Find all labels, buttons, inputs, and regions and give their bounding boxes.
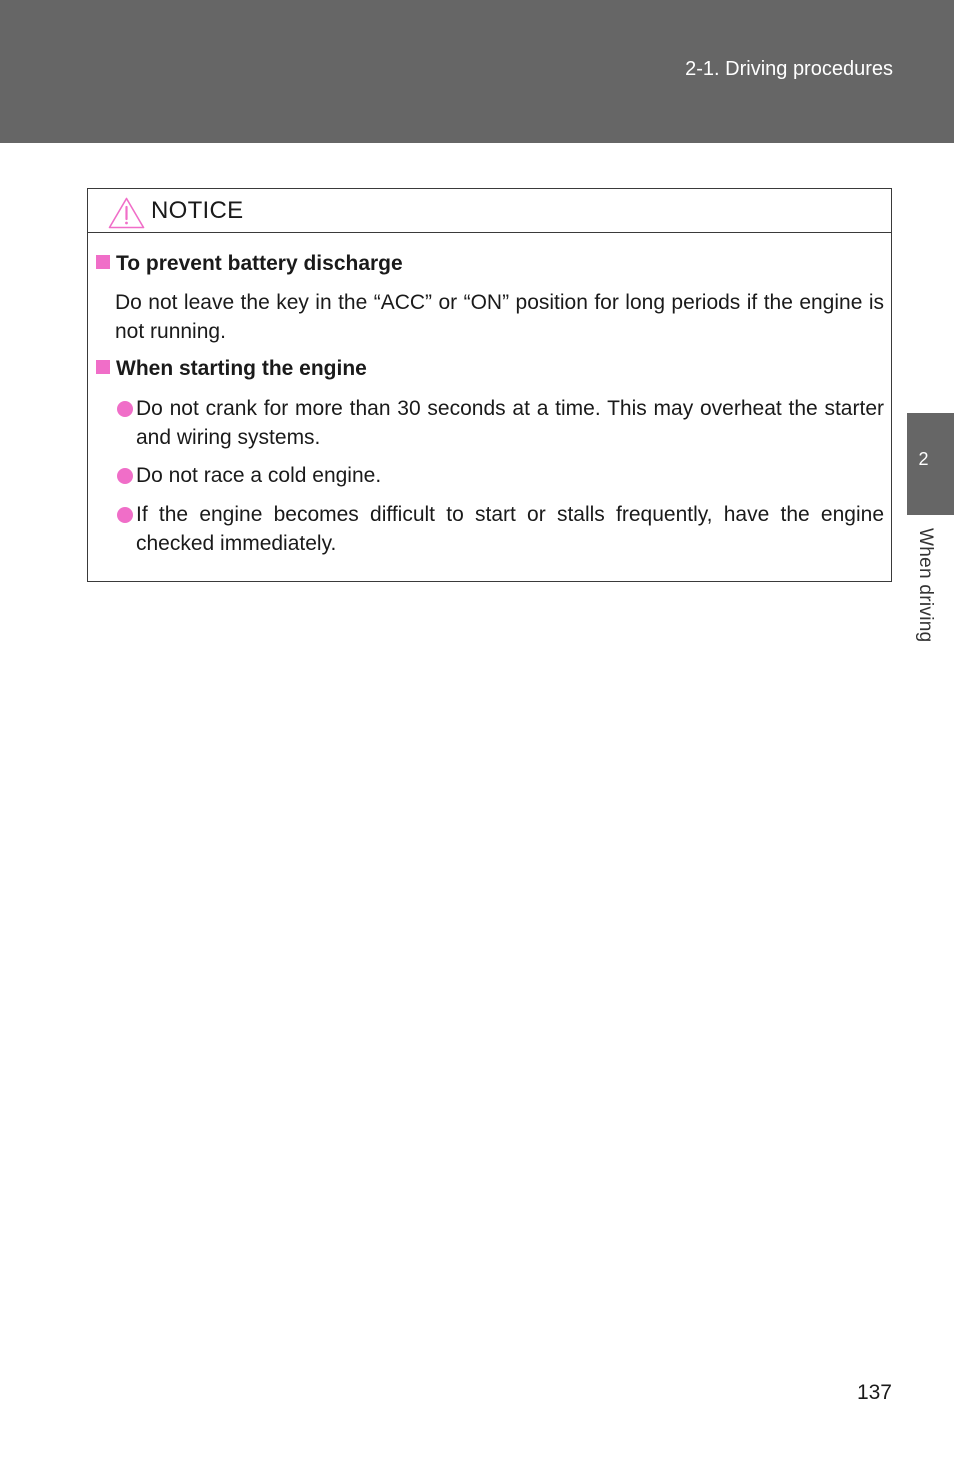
circle-bullet-icon (117, 507, 133, 523)
notice-header (88, 189, 891, 233)
circle-bullet-icon (117, 401, 133, 417)
list-item-text: Do not race a cold engine. (136, 464, 382, 487)
list-item (114, 461, 884, 490)
list-item-text: Do not crank for more than 30 seconds at a time. This may overheat the starter and wiring systems. (136, 397, 884, 449)
section-heading-text: To prevent battery discharge (116, 252, 403, 275)
list-item (114, 500, 884, 558)
section-heading-starting (96, 357, 367, 381)
warning-triangle-icon (108, 197, 145, 229)
section-heading-battery (96, 252, 403, 276)
section-heading-text: When starting the engine (116, 357, 367, 380)
header-bar (0, 0, 954, 143)
circle-bullet-icon (117, 468, 133, 484)
chapter-tab[interactable] (907, 413, 954, 515)
square-bullet-icon (96, 255, 110, 269)
square-bullet-icon (96, 360, 110, 374)
page-number: 137 (856, 1381, 892, 1404)
section-title: 2-1. Driving procedures (685, 58, 893, 80)
notice-title: NOTICE (151, 197, 244, 224)
list-item (114, 394, 884, 452)
chapter-number: 2 (918, 449, 929, 469)
battery-paragraph: Do not leave the key in the “ACC” or “ON” position for long periods if the engine is not running. (115, 291, 884, 343)
list-item-text: If the engine becomes difficult to start or stalls frequently, have the engine checked immediately. (136, 503, 884, 555)
notice-box (87, 188, 892, 582)
chapter-label: When driving (915, 528, 936, 643)
